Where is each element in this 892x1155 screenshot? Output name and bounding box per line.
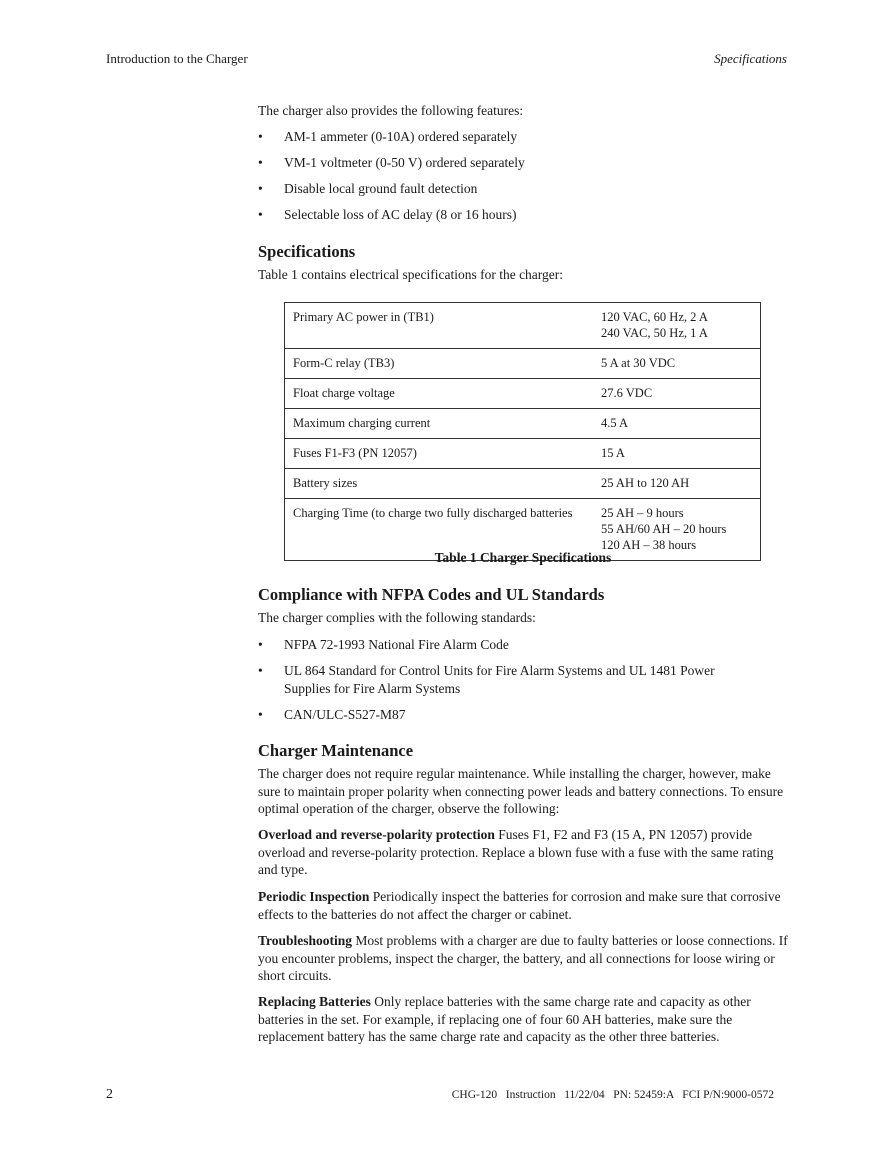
maintenance-intro: The charger does not require regular maintenance. While installing the charger, however, make sure to maintain proper polarity when connecting power leads and battery connections. To ensure optimal operation of the charger, observe the following: [258,766,784,816]
table-cell-label: Maximum charging current [285,409,594,439]
running-header-right: Specifications [714,51,787,66]
table-row [285,379,761,409]
maintenance-heading: Charger Maintenance [258,741,414,760]
maintenance-paragraph [258,826,788,879]
maintenance-paragraph-text: Fuses F1, F2 and F3 (15 A, PN 12057) provide overload and reverse-polarity protection. Replace a blown fuse with a fuse with the same rating and type. [258,827,774,877]
maintenance-paragraph-title: Overload and reverse-polarity protection [258,827,495,842]
table-cell-label: Fuses F1-F3 (PN 12057) [285,439,594,469]
footer-doc-info: CHG-120 Instruction 11/22/04 PN: 52459:A FCI P/N:9000-0572 [451,1089,774,1101]
table-value-line: 120 AH – 38 hours [601,538,697,552]
maintenance-paragraph [258,932,788,985]
maintenance-paragraph-text: Periodically inspect the batteries for corrosion and make sure that corrosive effects to the batteries do not affect the charger or cabinet. [258,889,781,922]
compliance-item-text: UL 864 Standard for Control Units for Fire Alarm Systems and UL 1481 Power Supplies for Fire Alarm Systems [284,663,715,696]
table-cell-label: Float charge voltage [285,379,594,409]
specifications-intro: Table 1 contains electrical specifications for the charger: [258,267,564,282]
table-value-line: 25 AH – 9 hours [601,506,684,520]
feature-item-text: Disable local ground fault detection [284,181,478,196]
table-row [285,349,761,379]
maintenance-paragraph-text: Only replace batteries with the same charge rate and capacity as other batteries in the set. For example, if replacing one of four 60 AH batteries, make sure the replacement battery has the same charge rate and capacity as the other three batteries. [258,994,751,1044]
maintenance-paragraph-title: Troubleshooting [258,933,353,948]
maintenance-paragraph [258,888,788,923]
features-intro: The charger also provides the following features: [258,103,524,118]
specifications-heading: Specifications [258,242,356,261]
table-value-line: 25 AH to 120 AH [601,476,690,490]
feature-item-text: VM-1 voltmeter (0-50 V) ordered separately [284,155,525,170]
running-header-left: Introduction to the Charger [106,51,248,66]
maintenance-paragraph-text: Most problems with a charger are due to faulty batteries or loose connections. If you encounter problems, inspect the charger, the battery, and all connections for loose wiring or short circuits. [258,933,788,983]
table-row [285,469,761,499]
table-cell-label: Battery sizes [285,469,594,499]
table-row [285,409,761,439]
compliance-item-text: CAN/ULC-S527-M87 [284,707,406,722]
table-cell-value [593,409,761,439]
table-cell-value [593,379,761,409]
table-caption: Table 1 Charger Specifications [434,550,612,565]
table-value-line: 27.6 VDC [601,386,653,400]
table-row [285,439,761,469]
maintenance-paragraph-title: Periodic Inspection [258,889,370,904]
compliance-intro: The charger complies with the following standards: [258,610,536,625]
table-value-line: 240 VAC, 50 Hz, 1 A [601,326,708,340]
table-cell-label: Form-C relay (TB3) [285,349,594,379]
table-cell-value [593,469,761,499]
compliance-heading: Compliance with NFPA Codes and UL Standards [258,585,605,604]
maintenance-paragraph [258,993,788,1046]
table-value-line: 5 A at 30 VDC [601,356,676,370]
feature-item-text: Selectable loss of AC delay (8 or 16 hours) [284,207,517,222]
table-cell-value [593,349,761,379]
specifications-table [284,302,761,561]
table-value-line: 4.5 A [601,416,629,430]
table-cell-label: Charging Time (to charge two fully discharged batteries [285,499,594,561]
table-cell-value [593,303,761,349]
table-value-line: 15 A [601,446,625,460]
table-row [285,303,761,349]
maintenance-paragraph-title: Replacing Batteries [258,994,371,1009]
feature-item-text: AM-1 ammeter (0-10A) ordered separately [284,129,518,144]
table-cell-value [593,439,761,469]
table-cell-label: Primary AC power in (TB1) [285,303,594,349]
table-value-line: 120 VAC, 60 Hz, 2 A [601,310,708,324]
page-number: 2 [106,1087,113,1102]
compliance-item-text: NFPA 72-1993 National Fire Alarm Code [284,637,509,652]
table-value-line: 55 AH/60 AH – 20 hours [601,522,727,536]
